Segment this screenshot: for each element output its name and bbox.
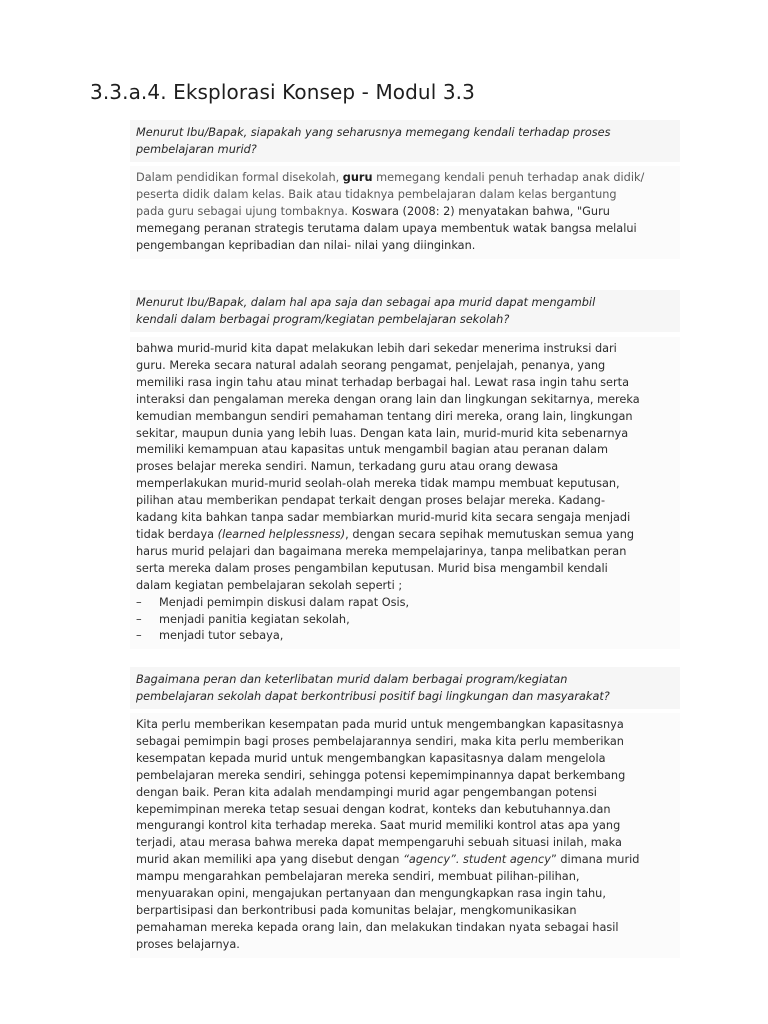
question-1 [130,120,680,162]
answer-3-line: sebagai pemimpin bagi proses pembelajarannya sendiri, maka kita perlu memberikan [136,734,624,748]
citation-text: Koswara (2008: 2) menyatakan bahwa, "Guru [351,204,610,218]
answer-3-line: mengurangi kontrol kita terhadap mereka. Saat murid memiliki kontrol atas apa yang [136,819,621,833]
answer-2-line: pilihan atau memberikan pendapat terkait dengan proses belajar mereka. Kadang- [136,494,606,508]
answer-3-line: berpartisipasi dan berkontribusi pada komunitas belajar, mengkomunikasikan [136,903,577,917]
question-2-line: Menurut Ibu/Bapak, dalam hal apa saja dan sebagai apa murid dapat mengambil [136,296,596,309]
italic-term: (learned helplessness) [217,527,346,541]
bullet-item [136,612,674,629]
answer-2-line: sekitar, maupun dunia yang lebih luas. Dengan kata lain, murid-murid kita sebenarnya [136,426,629,440]
text-span: tidak berdaya [136,527,218,541]
bullet-text: menjadi panitia kegiatan sekolah, [159,612,350,626]
bullet-dash: – [136,629,142,643]
answer-3-line: dengan baik. Peran kita adalah mendampingi murid agar pengembangan potensi [136,785,597,799]
answer-2-line: memiliki kemampuan atau kapasitas untuk mengambil bagian atau peranan dalam [136,443,608,457]
bullet-text: Menjadi pemimpin diskusi dalam rapat Osis, [159,595,410,609]
answer-2-line: guru. Mereka secara natural adalah seorang pengamat, penjelajah, penanya, yang [136,358,606,372]
question-1-line: Menurut Ibu/Bapak, siapakah yang seharusnya memegang kendali terhadap proses [136,126,611,139]
question-3-line: pembelajaran sekolah dapat berkontribusi positif bagi lingkungan dan masyarakat? [136,690,610,703]
answer-2-line: kemudian membangun sendiri pemahaman tentang diri mereka, orang lain, lingkungan [136,409,633,423]
answer-2-line [136,527,674,544]
text-span: Dalam pendidikan formal disekolah, [136,171,343,184]
answer-3-line: kepemimpinan mereka tetap sesuai dengan kodrat, konteks dan kebutuhannya.dan [136,802,611,816]
answer-3-line: menyuarakan opini, mengajukan pertanyaan dan mengungkapkan rasa ingin tahu, [136,887,606,901]
bullet-text: menjadi tutor sebaya, [159,629,284,643]
text-span: murid akan memiliki apa yang disebut dengan [136,853,404,867]
answer-3-line: proses belajarnya. [136,937,240,951]
answer-3-line: pembelajaran mereka sendiri, sehingga potensi kepemimpinannya dapat berkembang [136,768,626,782]
answer-1-line: memegang peranan strategis terutama dalam upaya membentuk watak bangsa melalui [136,221,637,235]
answer-2-line: proses belajar mereka sendiri. Namun, terkadang guru atau orang dewasa [136,460,559,474]
question-1-line: pembelajaran murid? [136,143,257,156]
answer-2-line: memiliki rasa ingin tahu atau minat terhadap berbagai hal. Lewat rasa ingin tahu serta [136,375,630,389]
answer-2-line: memperlakukan murid-murid seolah-olah mereka tidak mampu membuat keputusan, [136,477,620,491]
question-2 [130,290,680,332]
answer-2-line: bahwa murid-murid kita dapat melakukan lebih dari sekedar menerima instruksi dari [136,342,617,355]
answer-2 [130,337,680,649]
answer-3-line: Kita perlu memberikan kesempatan pada murid untuk mengembangkan kapasitasnya [136,718,624,731]
bullet-item [136,628,674,645]
bullet-item [136,595,674,612]
italic-term: “agency”. student agency [403,853,551,867]
answer-2-line: serta mereka dalam proses pengambilan keputusan. Murid bisa mengambil kendali [136,561,608,575]
answer-1-line [136,204,674,221]
question-2-line: kendali dalam berbagai program/kegiatan pembelajaran sekolah? [136,313,510,326]
question-3-line: Bagaimana peran dan keterlibatan murid dalam berbagai program/kegiatan [136,673,568,686]
answer-3 [130,713,680,958]
bold-term: guru [342,171,373,184]
text-span: ” dimana murid [550,853,640,867]
answer-3-line: mampu mengarahkan pembelajaran mereka sendiri, membuat pilihan-pilihan, [136,870,580,884]
text-span: pada guru sebagai ujung tombaknya. [136,204,352,218]
answer-1-line: peserta didik dalam kelas. Baik atau tidaknya pembelajaran dalam kelas bergantung [136,187,617,201]
page-title: 3.3.a.4. Eksplorasi Konsep - Modul 3.3 [90,80,475,104]
answer-3-line: pemahaman mereka kepada orang lain, dan melakukan tindakan nyata sebagai hasil [136,920,619,934]
answer-3-line: kesempatan kepada murid untuk mengembangkan kapasitasnya dalam mengelola [136,751,606,765]
answer-2-line: kadang kita bahkan tanpa sadar membiarkan murid-murid kita secara sengaja menjadi [136,511,631,525]
answer-1 [130,166,680,259]
bullet-dash: – [136,612,142,626]
answer-3-line: terjadi, atau merasa bahwa mereka dapat mempengaruhi sebuah situasi inilah, maka [136,836,622,850]
text-span: memegang kendali penuh terhadap anak didik/ [372,171,645,184]
answer-2-line: dalam kegiatan pembelajaran sekolah seperti ; [136,578,403,592]
answer-2-line: harus murid pelajari dan bagaimana mereka mempelajarinya, tanpa melibatkan peran [136,544,627,558]
answer-2-line: interaksi dan pengalaman mereka dengan orang lain dan lingkungan sekitarnya, mereka [136,392,640,406]
answer-3-line [136,852,674,869]
answer-1-line: pengembangan kepribadian dan nilai- nilai yang diinginkan. [136,238,476,252]
answer-1-line [136,170,674,187]
bullet-dash: – [136,595,142,609]
text-span: , dengan secara sepihak memutuskan semua yang [345,527,635,541]
question-3 [130,667,680,709]
